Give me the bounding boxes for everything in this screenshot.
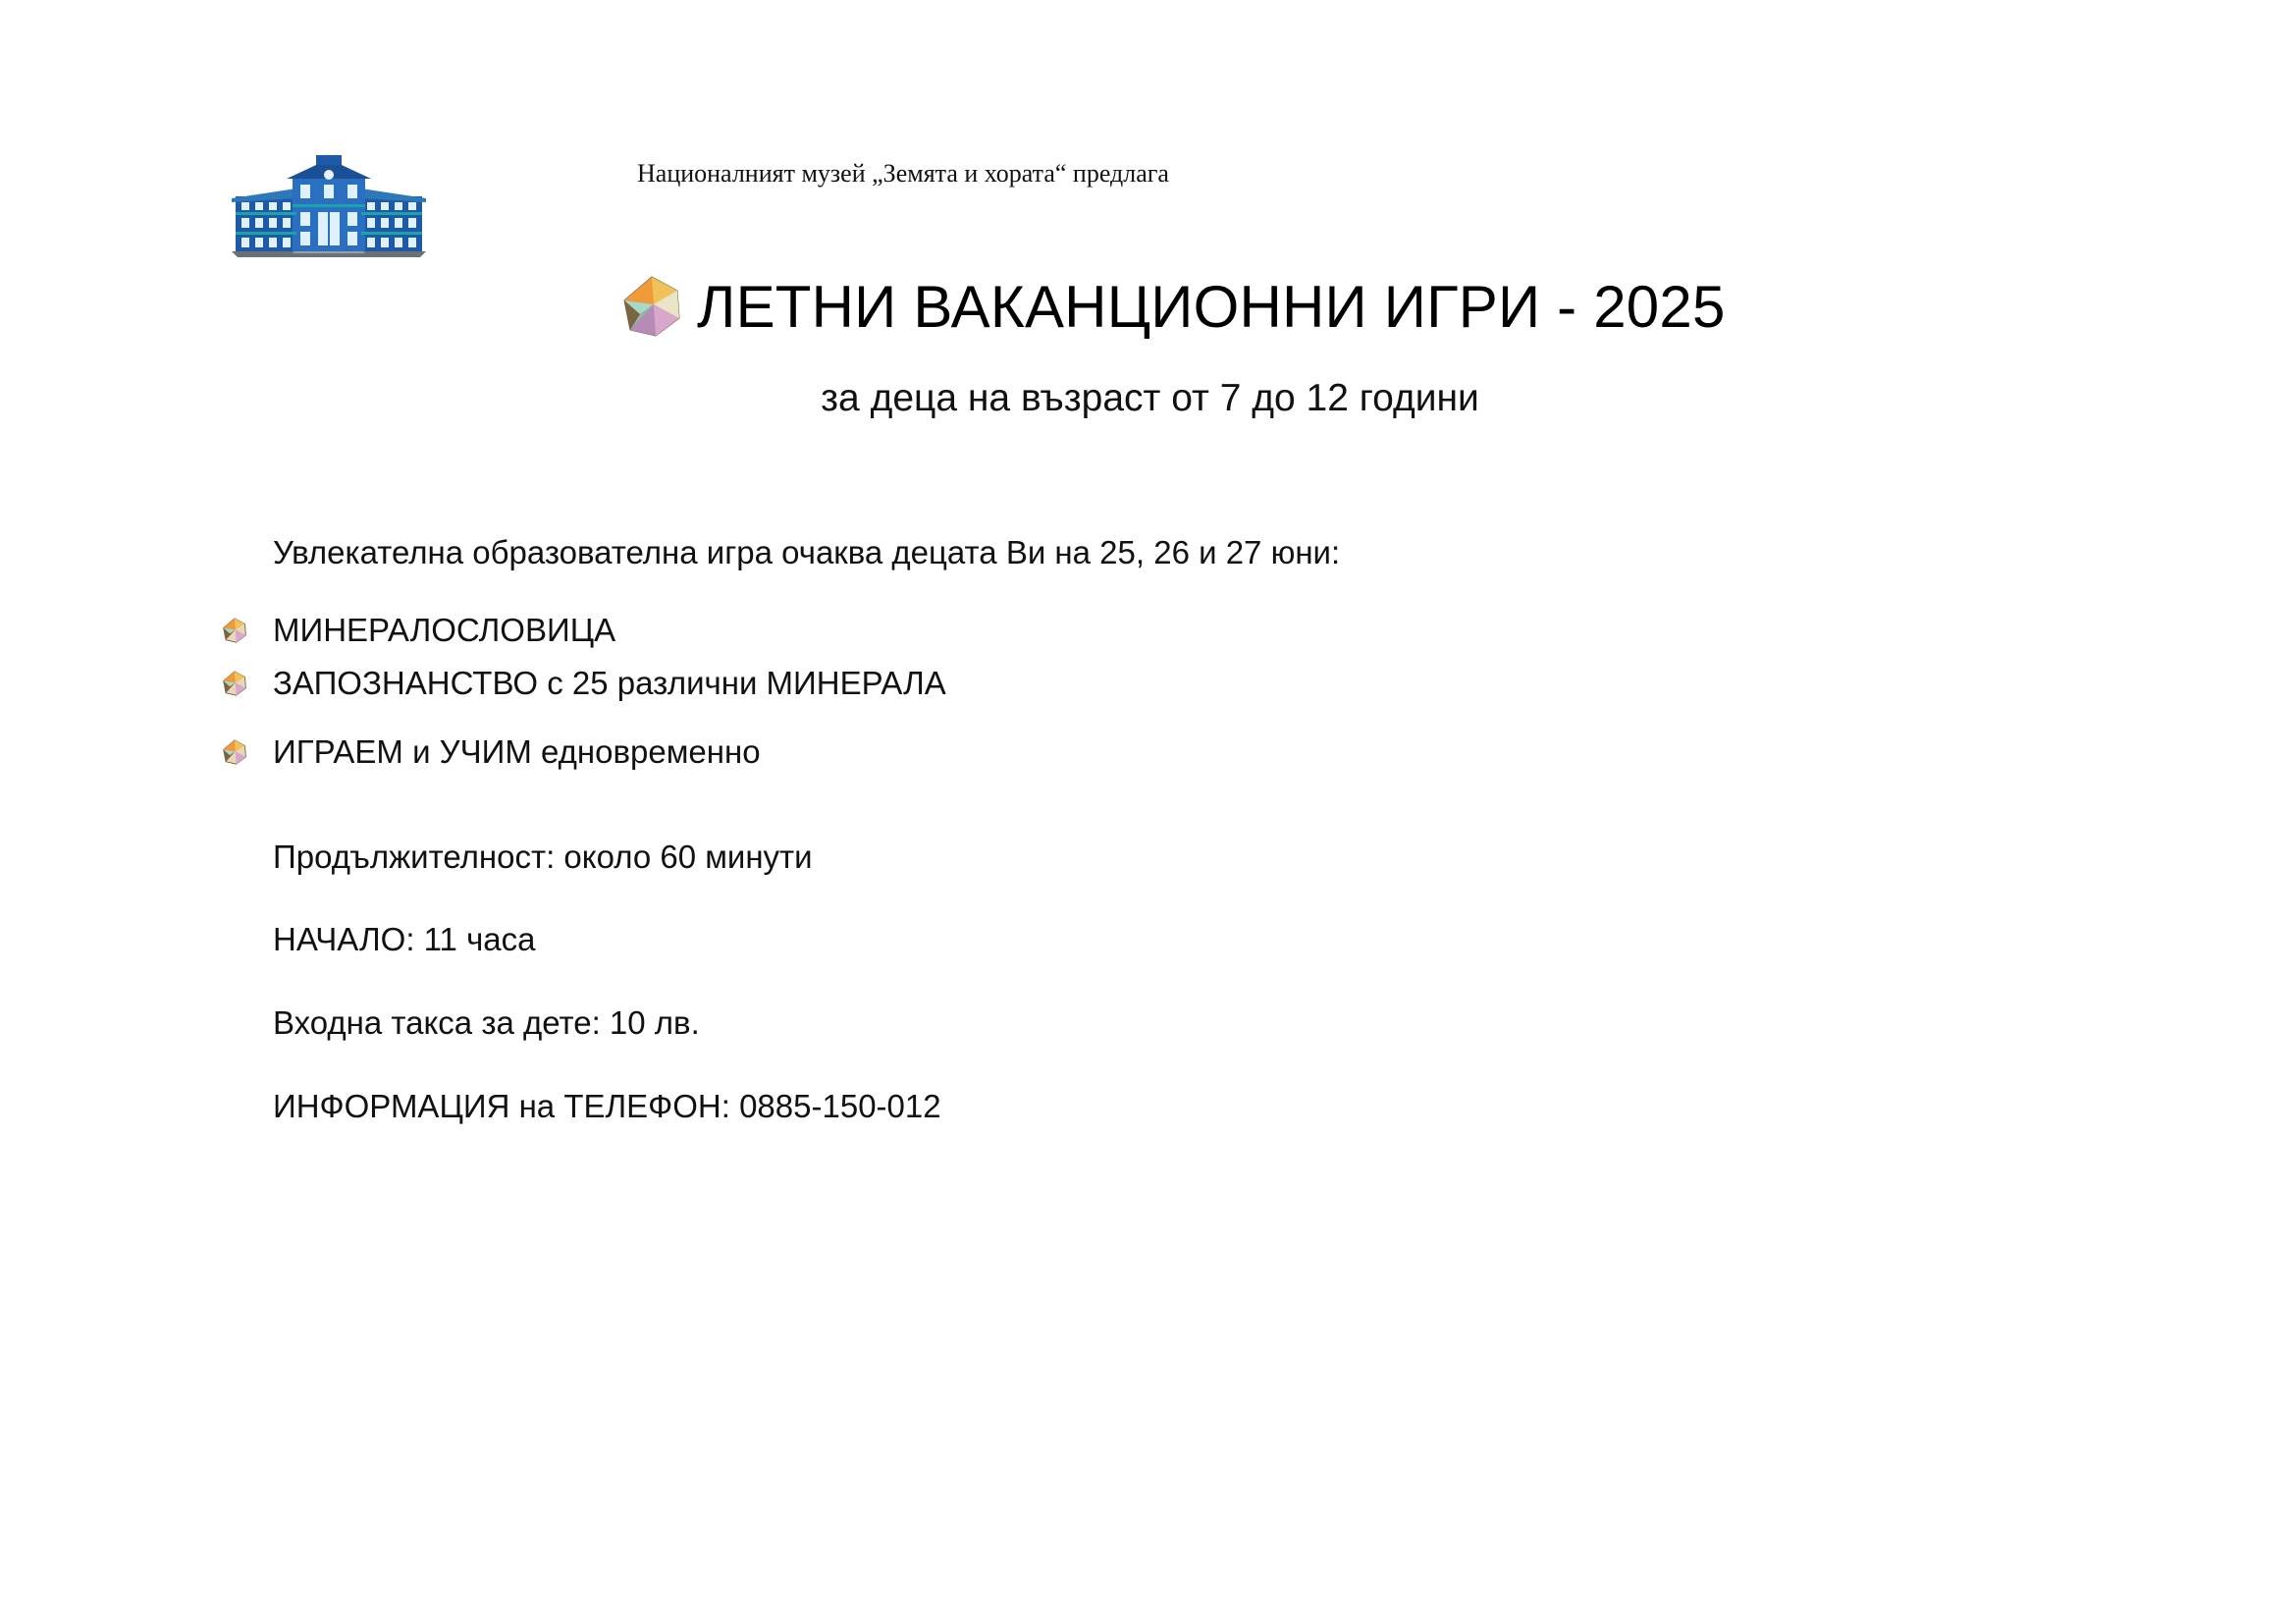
list-item-label: МИНЕРАЛОСЛОВИЦА [273, 612, 616, 648]
title-row [620, 267, 1726, 346]
page-title: ЛЕТНИ ВАКАНЦИОННИ ИГРИ - 2025 [697, 273, 1726, 340]
list-item-label: ИГРАЕМ и УЧИМ едновременно [273, 733, 761, 770]
intro-text: Увлекателна образователна игра очаква децата Ви на 25, 26 и 27 юни: [273, 534, 1341, 570]
polyhedron-icon [222, 671, 247, 696]
list-item [222, 732, 761, 772]
museum-building-logo [232, 155, 426, 257]
list-item-label: ЗАПОЗНАНСТВО с 25 различни МИНЕРАЛА [273, 665, 946, 701]
subtitle [0, 377, 2296, 420]
polyhedron-icon [222, 739, 247, 765]
start-time-text: НАЧАЛО: 11 часа [273, 921, 536, 957]
polyhedron-icon [620, 275, 683, 338]
museum-header-line: Националният музей „Земята и хората“ предлага [637, 159, 1169, 188]
phone-info-text: ИНФОРМАЦИЯ на ТЕЛЕФОН: 0885-150-012 [273, 1088, 941, 1124]
list-item [222, 664, 946, 703]
duration-text: Продължителност: около 60 минути [273, 839, 813, 875]
fee-text: Входна такса за дете: 10 лв. [273, 1004, 700, 1041]
list-item [222, 611, 615, 650]
subtitle-text: за деца на възраст от 7 до 12 години [821, 377, 1479, 419]
polyhedron-icon [222, 618, 247, 643]
